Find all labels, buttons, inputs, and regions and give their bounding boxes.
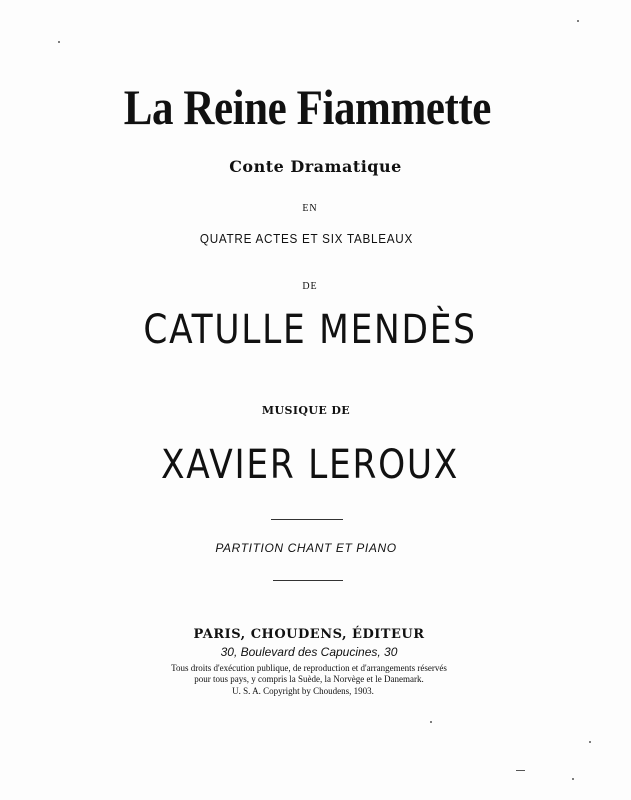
opera-title: La Reine Fiammette	[123, 79, 491, 135]
divider-upper	[271, 519, 343, 520]
scan-speck	[577, 20, 579, 22]
composer-name: XAVIER LEROUX	[160, 442, 460, 488]
scan-speck	[572, 778, 574, 780]
scan-speck	[430, 721, 432, 723]
connector-en: EN	[302, 203, 318, 214]
genre-subtitle: Conte Dramatique	[229, 157, 402, 176]
publisher-line: PARIS, CHOUDENS, ÉDITEUR	[193, 627, 425, 642]
rights-notice-line-1: Tous droits d'exécution publique, de reproduction et d'arrangements réservés	[171, 663, 447, 673]
librettist-name: CATULLE MENDÈS	[143, 307, 477, 353]
scan-speck	[516, 770, 525, 771]
connector-de: DE	[302, 281, 318, 292]
scan-speck	[58, 41, 60, 43]
edition-label: PARTITION CHANT ET PIANO	[215, 541, 397, 555]
rights-notice-line-2: pour tous pays, y compris la Suède, la Norvège et le Danemark.	[194, 674, 424, 684]
structure-line: QUATRE ACTES ET SIX TABLEAUX	[199, 231, 413, 246]
divider-lower	[273, 580, 343, 581]
publisher-address: 30, Boulevard des Capucines, 30	[220, 645, 398, 659]
scan-speck	[589, 741, 591, 743]
musique-de-label: MUSIQUE DE	[261, 404, 351, 417]
copyright-notice: U. S. A. Copyright by Choudens, 1903.	[232, 686, 374, 696]
